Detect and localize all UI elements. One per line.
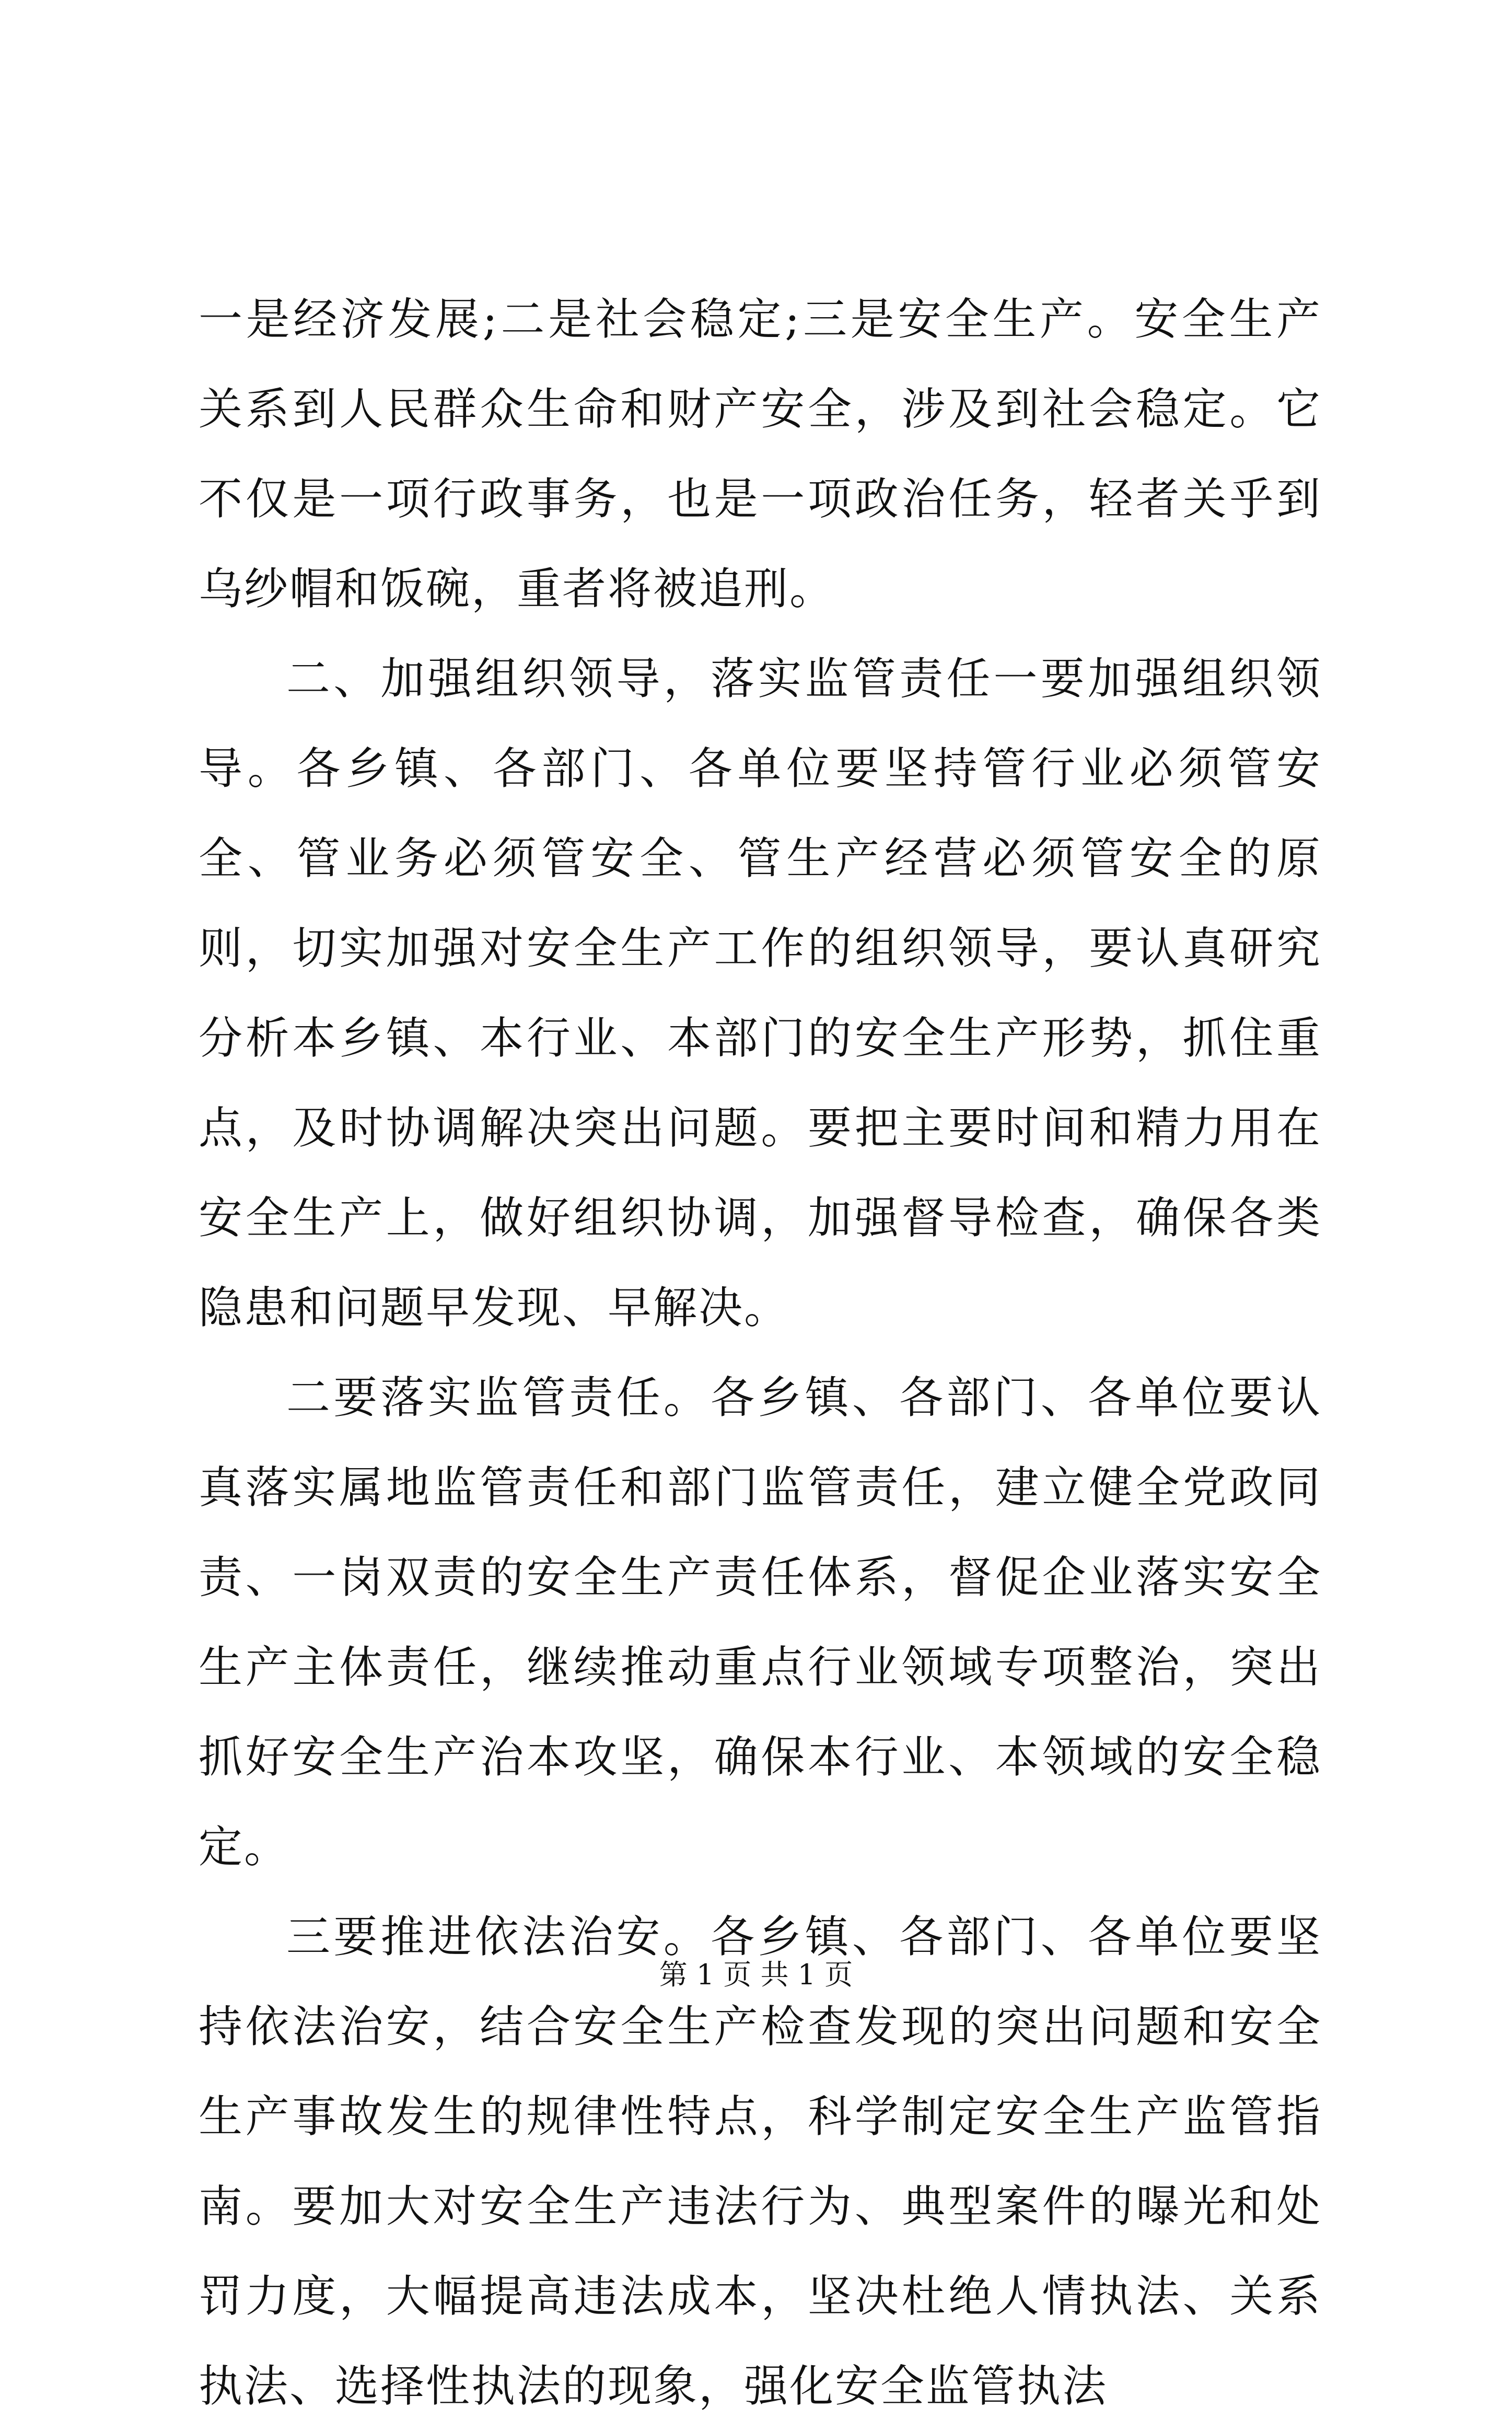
- paragraph-4: 三要推进依法治安。各乡镇、各部门、各单位要坚持依法治安，结合安全生产检查发现的突出问题和安全生产事故发生的规律性特点，科学制定安全生产监管指南。要加大对安全生产违法行为、典型案件的曝光和处罚力度，大幅提高违法成本，坚决杜绝人情执法、关系执法、选择性执法的现象，强化安全监管执法: [199, 1911, 1322, 2412]
- paragraph-2: 二、加强组织领导，落实监管责任一要加强组织领导。各乡镇、各部门、各单位要坚持管行业必须管安全、管业务必须管安全、管生产经营必须管安全的原则，切实加强对安全生产工作的组织领导，要认真研究分析本乡镇、本行业、本部门的安全生产形势，抓住重点，及时协调解决突出问题。要把主要时间和精力用在安全生产上，做好组织协调，加强督导检查，确保各类隐患和问题早发现、早解决。: [199, 653, 1322, 1333]
- page-footer: 第 1 页 共 1 页: [659, 1958, 853, 1991]
- paragraph-1: 一是经济发展;二是社会稳定;三是安全生产。安全生产关系到人民群众生命和财产安全，涉及到社会稳定。它不仅是一项行政事务，也是一项政治任务，轻者关乎到乌纱帽和饭碗，重者将被追刑。: [199, 294, 1322, 614]
- paragraph-3: 二要落实监管责任。各乡镇、各部门、各单位要认真落实属地监管责任和部门监管责任，建立健全党政同责、一岗双责的安全生产责任体系，督促企业落实安全生产主体责任，继续推动重点行业领域专项整治，突出抓好安全生产治本攻坚，确保本行业、本领域的安全稳定。: [199, 1372, 1322, 1872]
- document-body: [199, 274, 1322, 2431]
